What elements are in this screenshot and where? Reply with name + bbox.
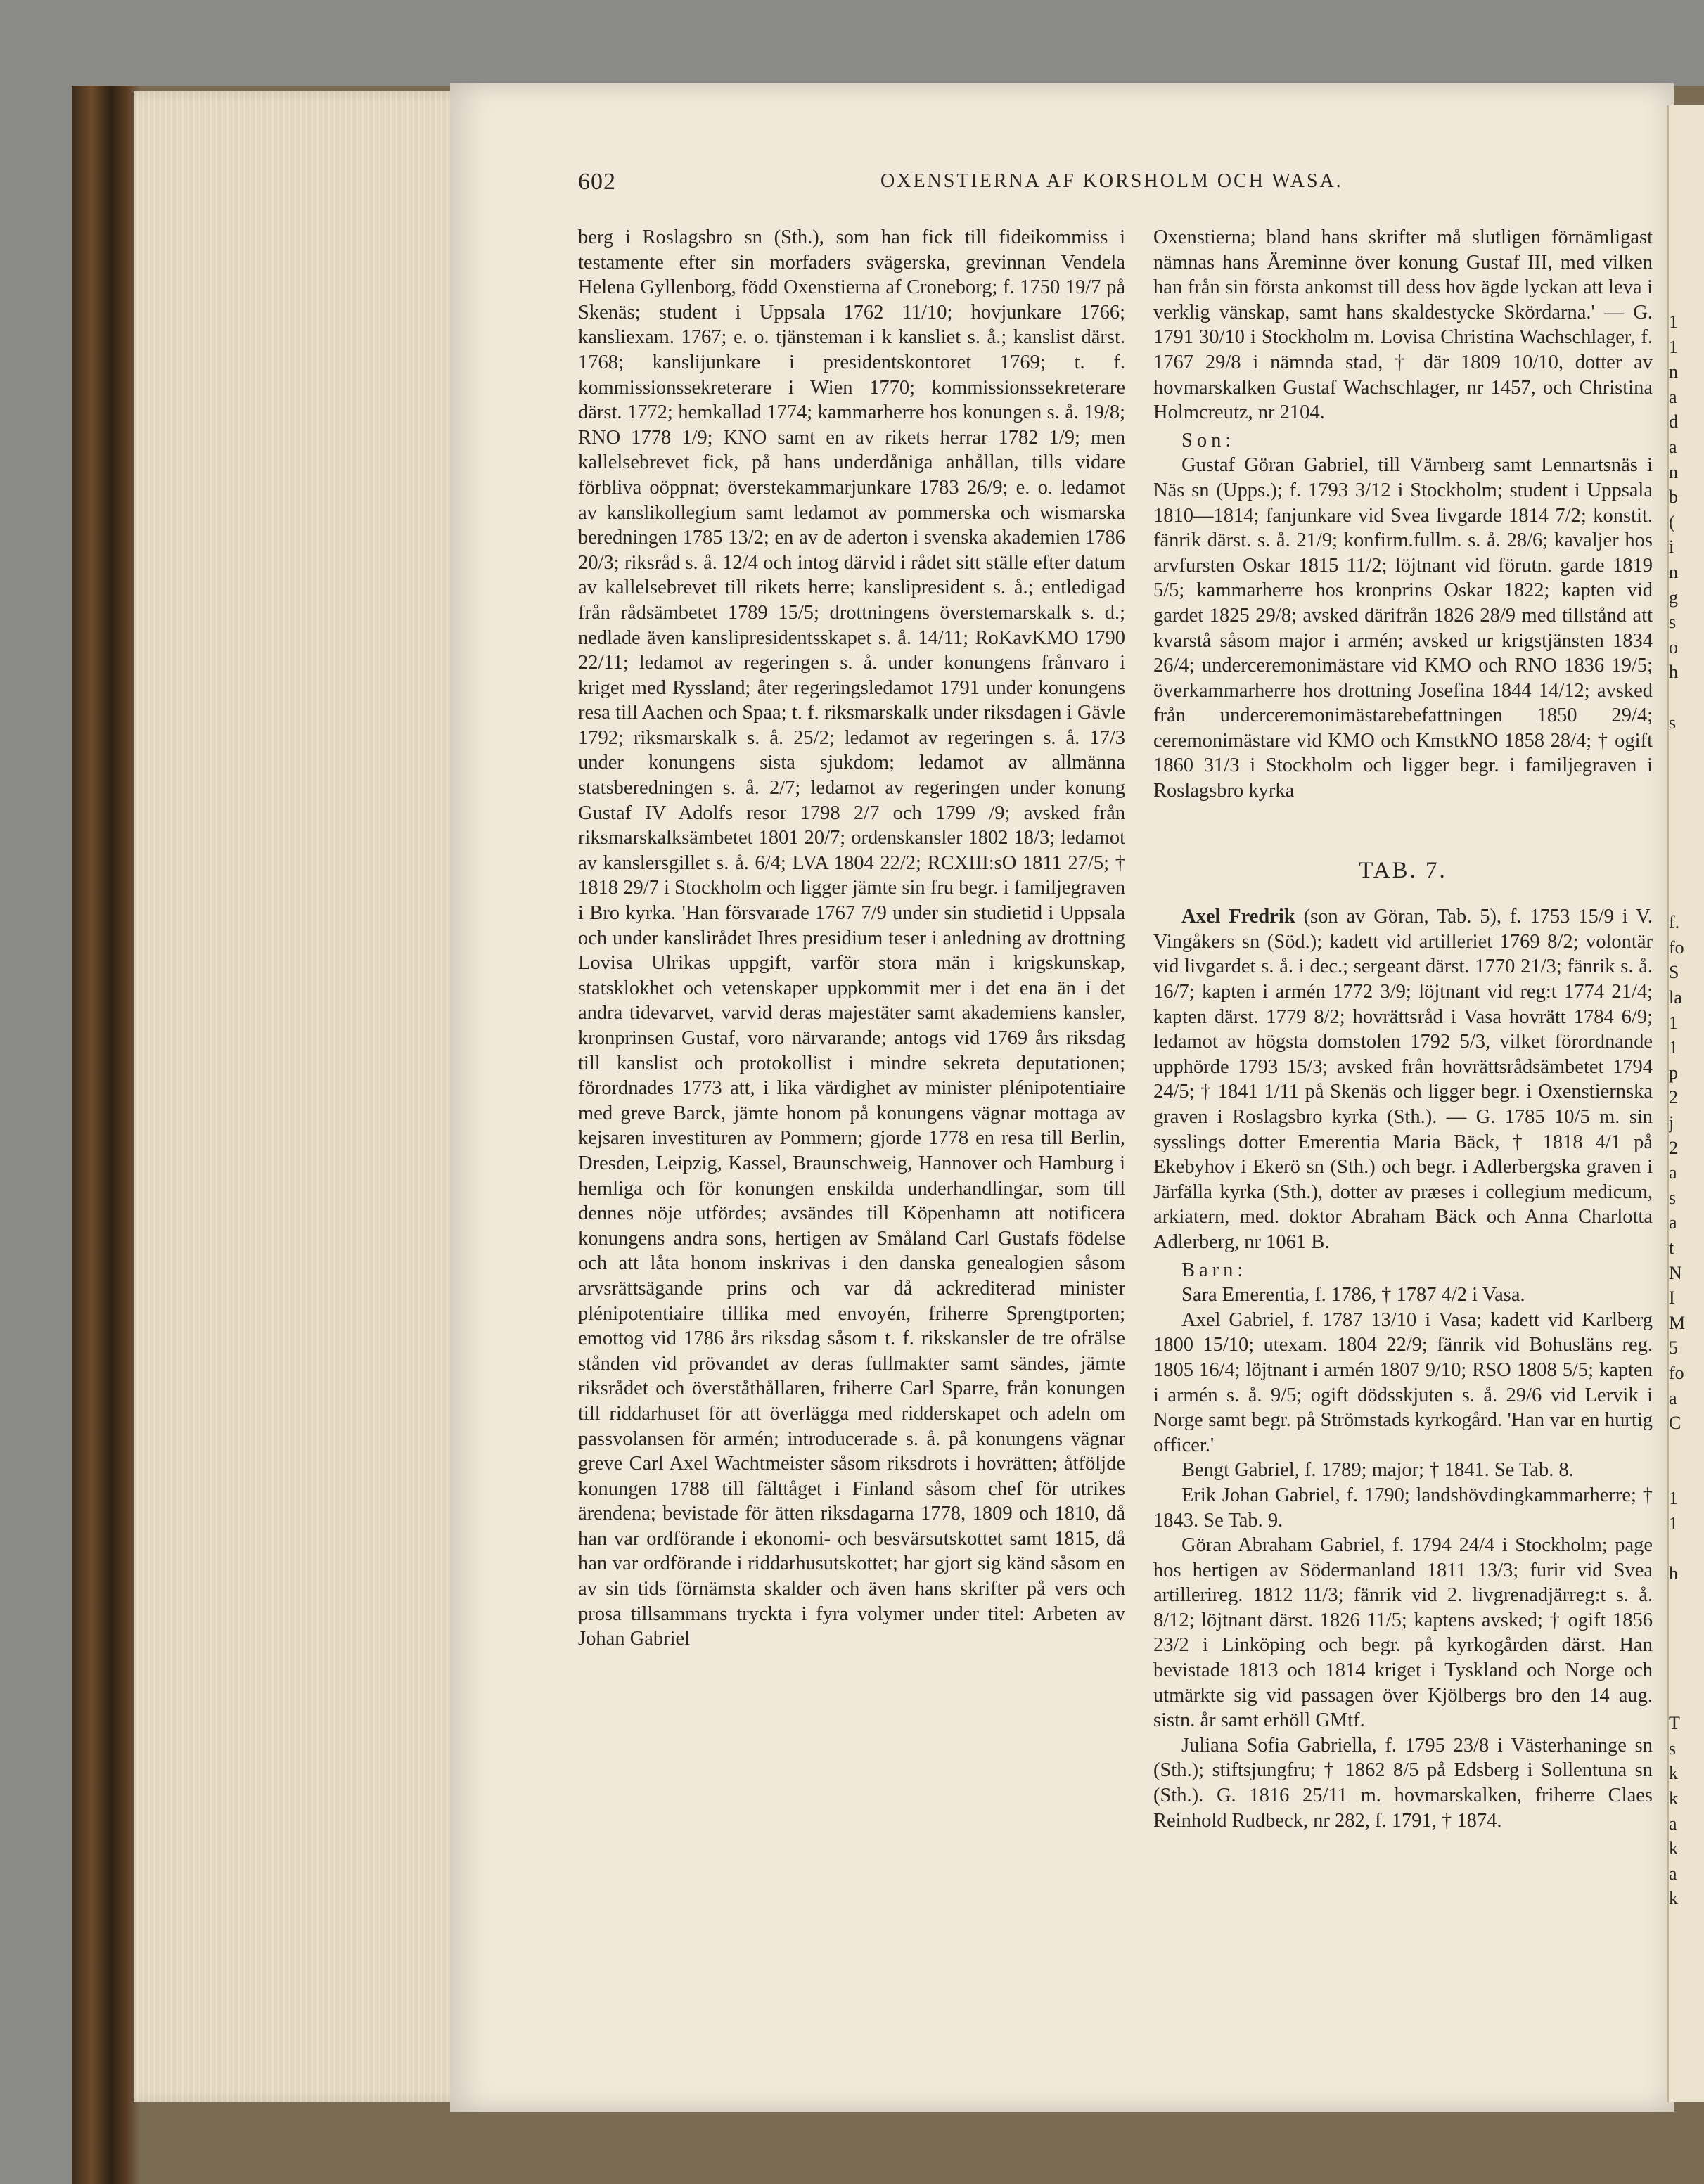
- strip-line: 1: [1669, 1037, 1678, 1058]
- son-label: Son:: [1181, 429, 1236, 451]
- strip-line: [1669, 1536, 1704, 1561]
- strip-line: 2: [1669, 1137, 1678, 1158]
- strip-line: b: [1669, 487, 1678, 508]
- strip-line: N: [1669, 1262, 1682, 1283]
- strip-line: a: [1669, 1162, 1677, 1183]
- next-page-text-strip: [1669, 309, 1704, 1911]
- strip-line: s: [1669, 1737, 1677, 1759]
- strip-line: a: [1669, 1813, 1677, 1834]
- strip-line: s: [1669, 1187, 1677, 1208]
- strip-line: M: [1669, 1312, 1686, 1333]
- strip-line: [1669, 810, 1704, 835]
- strip-line: o: [1669, 636, 1678, 657]
- strip-line: [1669, 1661, 1704, 1686]
- strip-line: a: [1669, 436, 1677, 457]
- child-entry: Juliana Sofia Gabriella, f. 1795 23/8 i Västerhaninge sn (Sth.); stiftsjungfru; † 1862 8/5 på Edsberg i Sollentuna sn (Sth.). G. 1816 25/11 m. hovmarskalken, friherre Claes Reinhold Rudbeck, nr 282, f. 1791, † 1874.: [1153, 1734, 1653, 1832]
- left-column: [578, 225, 1125, 1652]
- tab-heading: TAB. 7.: [1359, 857, 1447, 883]
- tab-entry-text: (son av Göran, Tab. 5), f. 1753 15/9 i V. Vingåkers sn (Söd.); kadett vid artilleriet 1769 8/2; volontär vid livgardet s. å. i dec.; sergeant därst. 1770 21/3; fänrik s. å. 16/7; kapten i armén 1772 3/9; löjtnant vid reg:t 1774 21/4; kapten därst. 1779 8/2; hovrättsråd i Vasa hovrätt 1784 6/9; ledamot av högsta domstolen 1792 5/3, vilket förordnande upphörde 1793 15/3; avsked från hovrättsrådsämbetet 1794 24/5; † 1841 1/11 på Skenäs och ligger begr. i Oxenstiernska graven i Roslagsbro kyrka (Sth.). — G. 1785 10/5 m. sin sysslings dotter Emerentia Maria Bäck, † 1818 4/1 på Ekebyhov i Ekerö sn (Sth.) och begr. i Adlerbergska graven i Järfälla kyrka (Sth.), dotter av præses i collegium medicum, arkiatern, med. doktor Abraham Bäck och Anna Charlotta Adlerberg, nr 1061 B.: [1153, 906, 1653, 1253]
- strip-line: k: [1669, 1788, 1678, 1809]
- right-column-intro: Oxenstierna; bland hans skrifter må slutligen förnämligast nämnas hans Äreminne över konung Gustaf III, med vilken han från sin första ankomst till dess hov ägde lyckan att leva i verklig vänskap, samt hans skaldestycke Skördarna.' — G. 1791 30/10 i Stockholm m. Lovisa Christina Wachschlager, f. 1767 29/8 i nämnda stad, † där 1809 10/10, dotter av hovmarskalken Gustaf Wachschlager, nr 1457, och Christina Holmcreutz, nr 2104.: [1153, 226, 1653, 424]
- strip-line: 1: [1669, 336, 1678, 357]
- strip-line: f.: [1669, 912, 1680, 933]
- strip-line: [1669, 1686, 1704, 1711]
- strip-line: k: [1669, 1838, 1678, 1859]
- child-entry: Axel Gabriel, f. 1787 13/10 i Vasa; kadett vid Karlberg 1800 15/10; utexam. 1804 22/9; fänrik vid Bohusläns reg. 1805 16/4; löjtnant i armén 1807 9/10; RSO 1808 5/5; kapten i armén s. å. 9/5; ogift dödsskjuten s. å. 29/6 vid Lervik i Norge samt begr. på Strömstads kyrkogård. 'Han var en hurtig officer.': [1153, 1309, 1653, 1456]
- strip-line: [1669, 735, 1704, 760]
- strip-line: j: [1669, 1112, 1674, 1133]
- strip-line: n: [1669, 461, 1678, 482]
- strip-line: h: [1669, 1562, 1678, 1584]
- strip-line: fo: [1669, 1362, 1684, 1383]
- strip-line: h: [1669, 662, 1678, 683]
- strip-line: [1669, 885, 1704, 911]
- page-header: [578, 169, 1658, 211]
- strip-line: [1669, 785, 1704, 810]
- strip-line: [1669, 1636, 1704, 1661]
- strip-line: [1669, 760, 1704, 785]
- child-entry: Sara Emerentia, f. 1786, † 1787 4/2 i Vasa.: [1181, 1284, 1525, 1306]
- strip-line: p: [1669, 1062, 1678, 1083]
- page-number: 602: [578, 169, 616, 195]
- strip-line: [1669, 1460, 1704, 1486]
- strip-line: C: [1669, 1413, 1681, 1434]
- strip-line: 1: [1669, 1012, 1678, 1033]
- strip-line: a: [1669, 1212, 1677, 1233]
- strip-line: d: [1669, 411, 1678, 432]
- child-entry: Bengt Gabriel, f. 1789; major; † 1841. Se Tab. 8.: [1181, 1459, 1574, 1482]
- strip-line: n: [1669, 561, 1678, 582]
- strip-line: 1: [1669, 1487, 1678, 1508]
- son-entry: Gustaf Göran Gabriel, till Värnberg samt Lennartsnäs i Näs sn (Upps.); f. 1793 3/12 i Stockholm; student i Uppsala 1810—1814; fanjunkare vid Svea livgarde 1814 7/2; konstit. fänrik därst. s. å. 21/9; konfirm.fullm. s. å. 28/6; kavaljer hos arvfursten Oskar 1815 11/2; löjtnant vid förutn. garde 1819 5/5; kammarherre hos kronprins Oskar 1822; kapten vid gardet 1825 29/8; avsked därifrån 1826 28/9 med tillstånd att kvarstå såsom major i armén; avsked ur krigstjänsten 1834 26/4; underceremonimästare vid KMO och RNO 1836 19/5; överkammarherre hos drottning Josefina 1844 14/12; avsked från underceremonimästarebefattningen 1850 29/4; ceremonimästare vid KMO och KmstkNO 1858 28/4; † ogift 1860 31/3 i Stockholm och ligger begr. i familjegraven i Roslagsbro kyrka: [1153, 454, 1653, 802]
- strip-line: fo: [1669, 937, 1684, 958]
- strip-line: t: [1669, 1237, 1674, 1258]
- running-title: OXENSTIERNA AF KORSHOLM OCH WASA.: [880, 170, 1343, 192]
- strip-line: [1669, 1611, 1704, 1636]
- strip-line: 1: [1669, 311, 1678, 332]
- strip-line: [1669, 835, 1704, 860]
- strip-line: [1669, 685, 1704, 710]
- strip-line: la: [1669, 987, 1682, 1008]
- tab-entry-name: Axel Fredrik: [1181, 906, 1295, 928]
- strip-line: i: [1669, 537, 1674, 558]
- strip-line: I: [1669, 1287, 1675, 1309]
- strip-line: 2: [1669, 1087, 1678, 1108]
- child-entry: Göran Abraham Gabriel, f. 1794 24/4 i Stockholm; page hos hertigen av Södermanland 1811 13/3; furir vid Svea artillerireg. 1812 11/3; fänrik vid 2. livgrenadjärreg:t s. å. 8/12; löjtnant därst. 1826 11/5; kaptens avsked; † ogift 1856 23/2 i Linköping och begr. på kyrkogården därst. Han bevistade 1813 och 1814 kriget i Tyskland och Norge och utmärkte sig vid passagen över Kjölbergs bro den 14 aug. sistn. år samt erhöll GMtf.: [1153, 1534, 1653, 1732]
- strip-line: k: [1669, 1763, 1678, 1784]
- strip-line: 1: [1669, 1512, 1678, 1534]
- strip-line: s: [1669, 712, 1677, 733]
- strip-line: a: [1669, 386, 1677, 407]
- left-column-text: berg i Roslagsbro sn (Sth.), som han fick till fideikommiss i testamente efter sin morfaders svägerska, grevinnan Vendela Helena Gyllenborg, född Oxenstierna af Croneborg; f. 1750 19/7 på Skenäs; student i Uppsala 1762 11/10; hovjunkare 1766; kansliexam. 1767; e. o. tjänsteman i k kansliet s. å.; kanslist därst. 1768; kanslijunkare i presidentskontoret 1769; t. f. kommissionssekreterare i Wien 1770; kommissionssekreterare därst. 1772; hemkallad 1774; kammarherre hos konungen s. å. 19/8; RNO 1778 1/9; KNO samt en av rikets herrar 1782 1/9; men kallelsebrevet fick, på hans underdåniga anhållan, tills vidare förbliva oöppnat; överstekammarjunkare 1783 26/9; e. o. ledamot av kanslikollegium samt ledamot av pommerska och wismarska beredningen 1785 13/2; en av de aderton i svenska akademien 1786 20/3; riksråd s. å. 12/4 och intog därvid i rådet sitt ställe efter datum av kallelsebrevet till rikets herre; kanslipresident s. å.; entledigad från rådsämbetet 1789 15/5; drottningens överstemarskalk s. d.; nedlade även kanslipresidentsskapet s. å. 14/11; RoKavKMO 1790 22/11; ledamot av regeringen s. å. under konungens frånvaro i kriget med Ryssland; åter regeringsledamot 1791 under konungens resa till Aachen och Spaa; t. f. riksmarskalk under riksdagen i Gävle 1792; riksmarskalk s. å. 25/2; ledamot av regeringen s. å. 17/3 under konungens sista sjukdom; ledamot av allmänna statsberedningen s. å. 2/7; ledamot av regeringen under konung Gustaf IV Adolfs resor 1798 2/7 och 1799 /9; avsked från riksmarskalksämbetet 1801 20/7; ordenskansler 1802 18/3; ledamot av kanslersgillet s. å. 6/4; LVA 1804 22/2; RCXIII:sO 1811 27/5; † 1818 29/7 i Stockholm och ligger jämte sin fru begr. i familjegraven i Bro kyrka. 'Han försvarade 1767 7/9 under sin studietid i Uppsala och under kanslirådet Ihres presidium teser i anledning av drottning Lovisa Ulrikas uppgift, varför stora män i krigskunskap, statsklokhet och vetenskaper uppkommit mer i det ena än i det andra tidevarvet, varvid deras majestäter samt akademiens kansler, kronprinsen Gustaf, voro närvarande; antogs vid 1769 års riksdag till kanslist och protokollist i mindre sekreta deputationen; förordnades 1773 att, i lika värdighet av minister plénipotentiaire med greve Barck, jämte honom på konungens vägnar mottaga av kejsaren investituren av Pommern; gjorde 1778 en resa till Berlin, Dresden, Leipzig, Kassel, Braunschweig, Hannover och Hamburg i hemliga och för konungen enskilda underhandlingar, som till dennes nöje utfördes; avsändes till Köpenhamn att notificera konungens andra sons, hertigen av Småland Carl Gustafs födelse och att låta honom inskrivas i den danska genealogien såsom arvsrättsägande prins och var då ackrediterad minister plénipotentiaire tillika med envoyén, friherre Sprengtporten; emottog vid 1786 års riksdag såsom t. f. rikskansler de tre ofrälse stånden vid prövandet av deras fullmakter samt sändes, jämte riksrådet och överståthållaren, friherre Carl Sparre, från konungen till riddarhuset för att överlägga med ridderskapet och adeln om passvolansen för armén; introducerade s. å. på konungens vägnar greve Carl Axel Wachtmeister såsom riksdrots i hovrätten; åtföljde konungen 1788 till fälttåget i Finland såsom chef för utrikes ärendena; bevistade för ätten riksdagarna 1778, 1809 och 1810, då han var ordförande i ekonomi- och besvärsutskottet samt 1815, då han var ordförande i riddarhusutskottet; har gjort sig känd såsom en av sin tids förnämsta skalder och även hans skrifter på vers och prosa tillsammans tryckta i fyra volymer under titel: Arbeten av Johan Gabriel: [578, 226, 1125, 1650]
- strip-line: [1669, 1436, 1704, 1461]
- tab-entry: [1153, 904, 1653, 1254]
- strip-line: [1669, 1586, 1704, 1611]
- strip-line: a: [1669, 1863, 1677, 1884]
- strip-line: (: [1669, 511, 1675, 532]
- children-label: Barn:: [1181, 1259, 1248, 1281]
- strip-line: n: [1669, 361, 1678, 383]
- strip-line: a: [1669, 1387, 1677, 1408]
- strip-line: g: [1669, 586, 1678, 608]
- strip-line: [1669, 860, 1704, 885]
- right-column: [1153, 225, 1653, 1833]
- strip-line: S: [1669, 962, 1679, 983]
- strip-line: s: [1669, 612, 1677, 633]
- children-list: [1153, 1283, 1653, 1833]
- strip-line: k: [1669, 1888, 1678, 1909]
- strip-line: T: [1669, 1713, 1680, 1734]
- child-entry: Erik Johan Gabriel, f. 1790; landshövdingkammarherre; † 1843. Se Tab. 9.: [1153, 1484, 1653, 1531]
- strip-line: 5: [1669, 1337, 1678, 1358]
